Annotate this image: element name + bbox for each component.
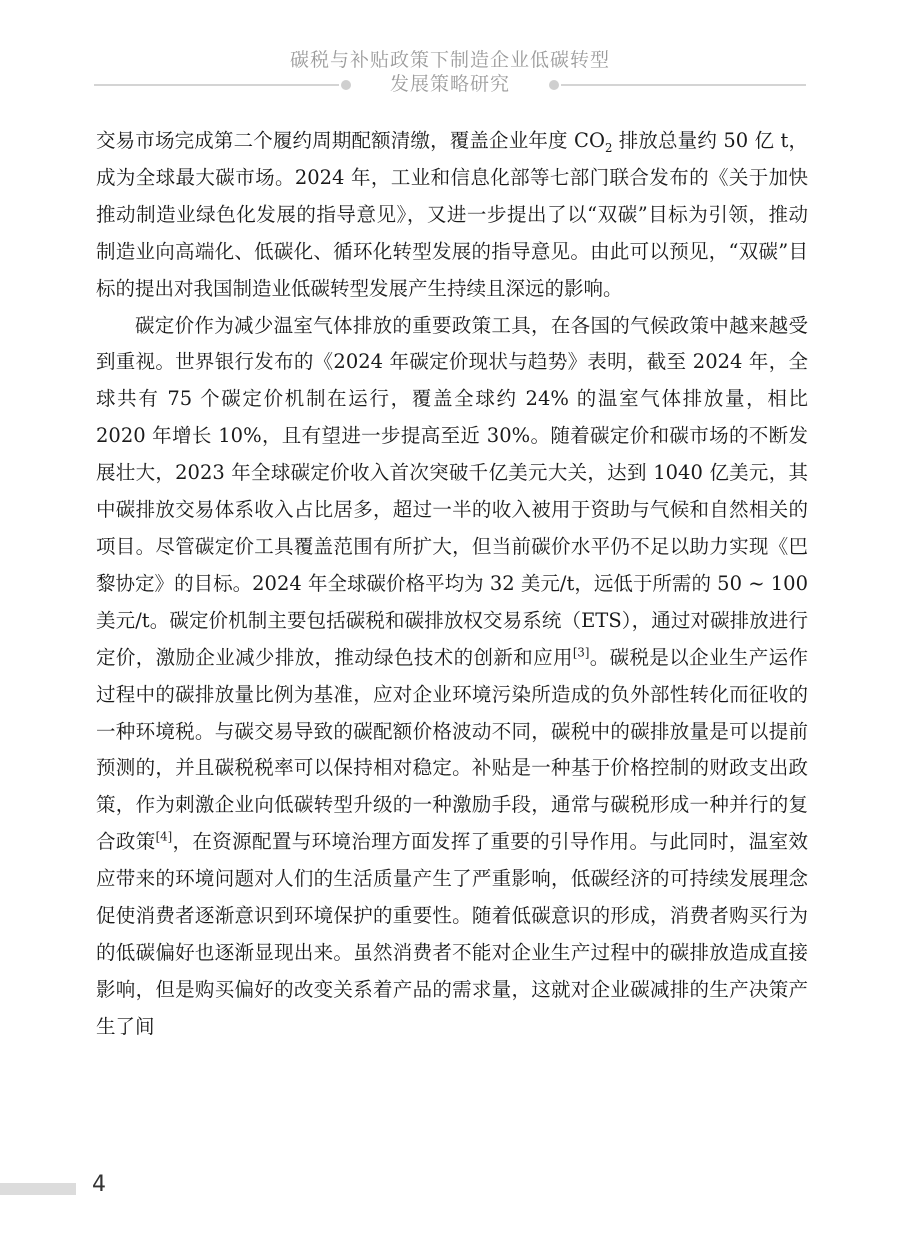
header-dot-left: [341, 80, 351, 90]
co2-subscript: 2: [604, 140, 613, 155]
header-dot-right: [549, 80, 559, 90]
paragraph-2-part-c: ，在资源配置与环境治理方面发挥了重要的引导作用。与此同时，温室效应带来的环境问题对人们的生活质量产生了严重影响，低碳经济的可持续发展理念促使消费者逐渐意识到环境保护的重要性。随着低碳意识的形成，消费者购买行为的低碳偏好也逐渐显现出来。虽然消费者不能对企业生产过程中的碳排放造成直接影响，但是购买偏好的改变关系着产品的需求量，这就对企业碳减排的生产决策产生了间: [96, 830, 808, 1038]
paragraph-2-part-a: 碳定价作为减少温室气体排放的重要政策工具，在各国的气候政策中越来越受到重视。世界银行发布的《2024 年碳定价现状与趋势》表明，截至 2024 年，全球共有 75 个碳定价机制在运行，覆盖全球约 24% 的温室气体排放量，相比 2020 年增长 10%，且有望进一步提高至近 30%。随着碳定价和碳市场的不断发展壮大，2023 年全球碳定价收入首次突破千亿美元大关，达到 1040 亿美元，其中碳排放交易体系收入占比居多，超过一半的收入被用于资助与气候和自然相关的项目。尽管碳定价工具覆盖范围有所扩大，但当前碳价水平仍不足以助力实现《巴黎协定》的目标。2024 年全球碳价格平均为 32 美元/t，远低于所需的 50 ~ 100 美元/t。碳定价机制主要包括碳税和碳排放权交易系统（ETS），通过对碳排放进行定价，激励企业减少排放，推动绿色技术的创新和应用: [96, 313, 808, 669]
header-rule-right: [561, 84, 806, 86]
citation-ref-3: [3]: [572, 645, 590, 660]
body-text: [96, 123, 808, 1046]
running-header: [0, 48, 900, 96]
paragraph-2-part-b: 。碳税是以企业生产运作过程中的碳排放量比例为基准，应对企业环境污染所造成的负外部性转化而征收的一种环境税。与碳交易导致的碳配额价格波动不同，碳税中的碳排放量是可以提前预测的，并且碳税税率可以保持相对稳定。补贴是一种基于价格控制的财政支出政策，作为刺激企业向低碳转型升级的一种激励手段，通常与碳税形成一种并行的复合政策: [96, 645, 808, 854]
paragraph-1-part-b: 排放总量约 50 亿 t，成为全球最大碳市场。2024 年，工业和信息化部等七部门联合发布的《关于加快推动制造业绿色化发展的指导意见》，又进一步提出了以“双碳”目标为引领，推动制造业向高端化、低碳化、循环化转型发展的指导意见。由此可以预见，“双碳”目标的提出对我国制造业低碳转型发展产生持续且深远的影响。: [96, 129, 808, 300]
page-number: 4: [92, 1172, 106, 1197]
running-header-line2: 发展策略研究: [389, 73, 510, 95]
paragraph-1-part-a: 交易市场完成第二个履约周期配额清缴，覆盖企业年度 CO: [96, 129, 605, 152]
citation-ref-4: [4]: [155, 829, 173, 844]
paragraph-1: [96, 123, 808, 308]
running-header-line1: 碳税与补贴政策下制造企业低碳转型: [289, 49, 610, 71]
paragraph-2: [96, 308, 808, 1046]
footer-bar: [0, 1183, 76, 1195]
header-rule-left: [94, 84, 339, 86]
